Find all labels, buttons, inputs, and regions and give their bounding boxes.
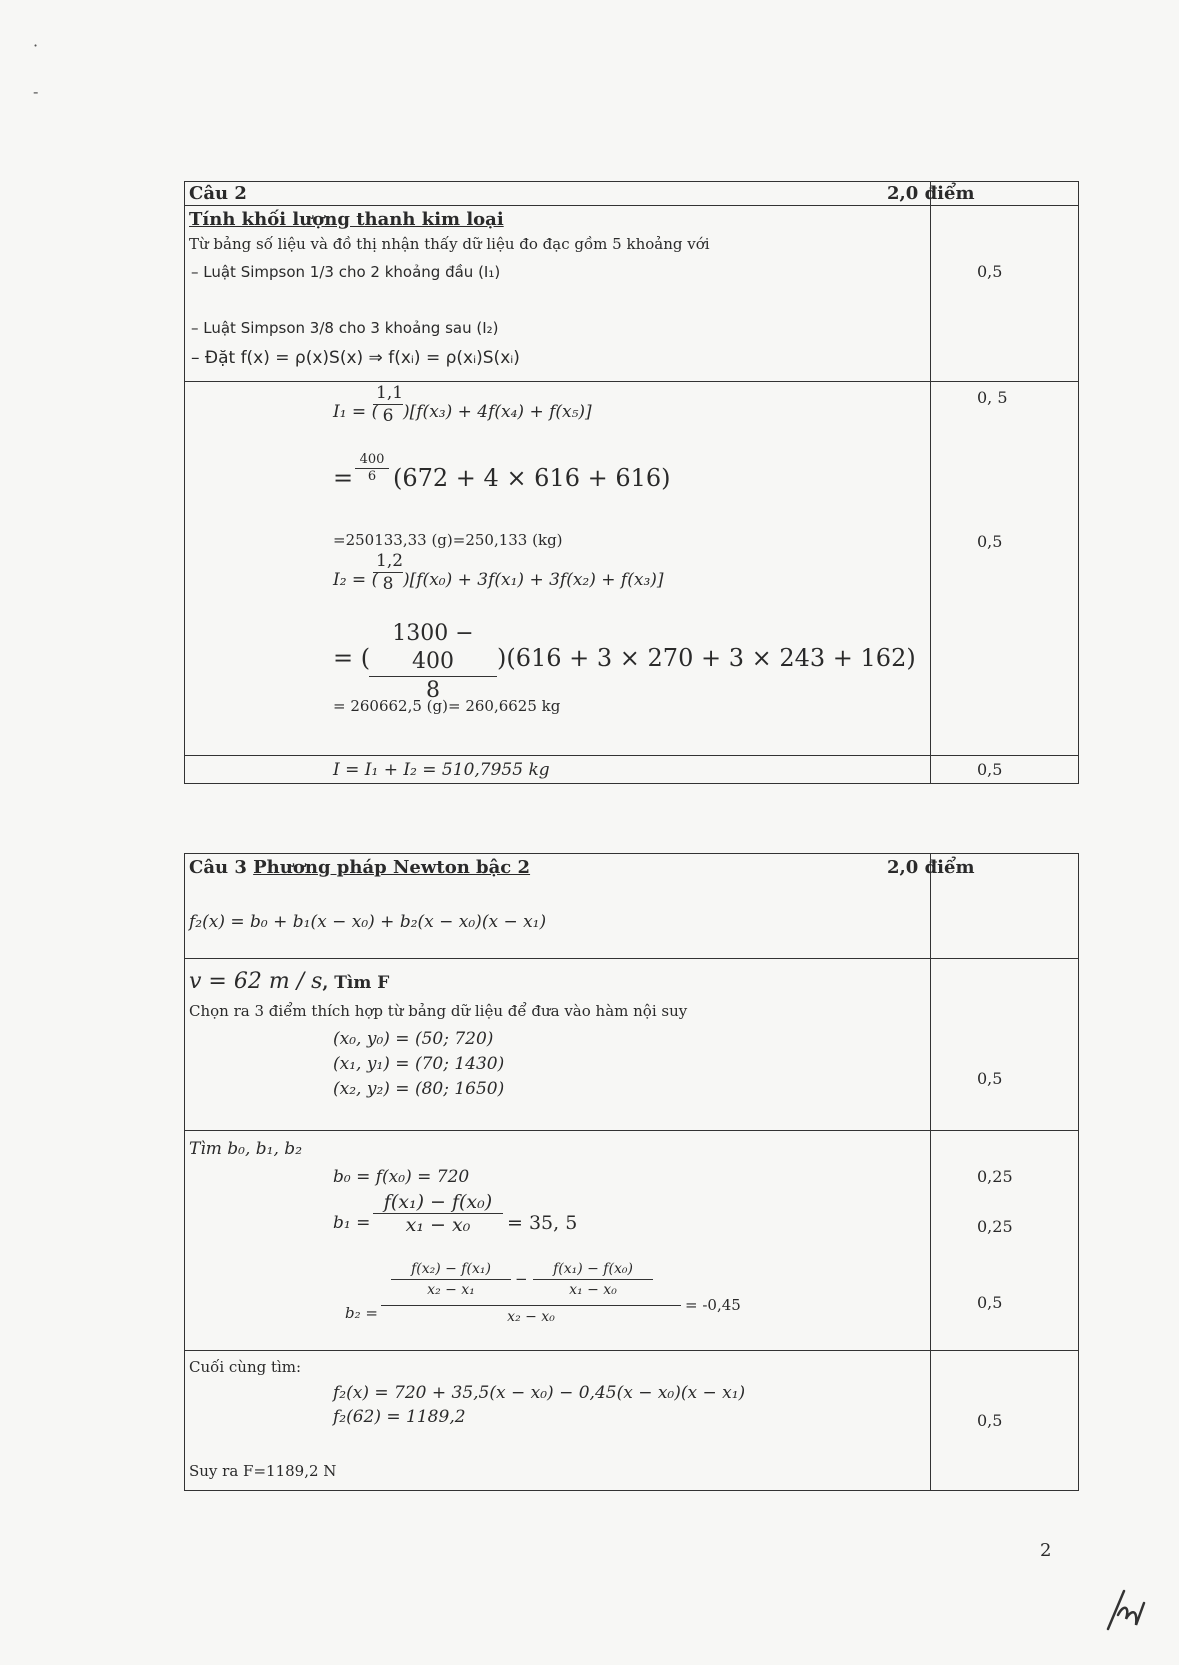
q2-header-row — [184, 181, 1079, 206]
i2-evaluation: )(616 + 3 × 270 + 3 × 243 + 162) — [497, 644, 916, 672]
q3-b2-value: = -0,45 — [685, 1296, 741, 1314]
q3-score-1: 0,5 — [977, 1069, 1003, 1088]
q2-score-1: 0,5 — [977, 262, 1003, 281]
q3-header-score: 2,0 điểm — [887, 857, 975, 878]
q2-calc-row — [184, 382, 1079, 756]
q3-b1-fraction: $\frac{\text{f(x₁) − f(x₀)}}{\text{x₁ − x₀}}$ — [373, 1191, 503, 1236]
q2-intro: Từ bảng số liệu và đồ thị nhận thấy dữ liệu đo đạc gồm 5 khoảng với — [189, 235, 710, 253]
q2-score-4: 0,5 — [977, 760, 1003, 779]
q3-b2-minus: − — [515, 1270, 528, 1288]
q3-points-row — [184, 959, 1079, 1131]
q3-score-final: 0,5 — [977, 1411, 1003, 1430]
q3-point-2: (x₂, y₂) = (80; 1650) — [333, 1079, 505, 1099]
i2-expression: )[f(x₀) + 3f(x₁) + 3f(x₂) + f(x₃)] — [403, 570, 664, 590]
q3-b2-fraction-a: $\frac{\text{f(x₂) − f(x₁)}}{\text{x₂ − x₁}}$ — [391, 1259, 511, 1300]
q3-b0: b₀ = f(x₀) = 720 — [333, 1167, 470, 1187]
q3-final-label: Cuối cùng tìm: — [189, 1358, 302, 1376]
q2-total-row — [184, 756, 1079, 784]
q2-header-label: Câu 2 — [189, 183, 247, 204]
q3-final-value: f₂(62) = 1189,2 — [333, 1407, 466, 1427]
q3-b2-label: b₂ = — [345, 1304, 378, 1322]
q3-header-row — [184, 853, 1079, 959]
i2-result: = 260662,5 (g)= 260,6625 kg — [333, 697, 561, 715]
page-number: 2 — [1040, 1540, 1052, 1561]
q3-b1-label: b₁ = — [333, 1213, 371, 1233]
q3-score-b1: 0,25 — [977, 1217, 1013, 1236]
question-2-table — [184, 181, 1079, 784]
q3-b2-denominator: x₂ − x₀ — [507, 1309, 555, 1325]
i1-fraction: $\frac{1,1}{6}$ — [373, 382, 403, 427]
q3-point-0: (x₀, y₀) = (50; 720) — [333, 1029, 494, 1049]
q3-b1-value: = 35, 5 — [507, 1212, 578, 1234]
q3-score-b2: 0,5 — [977, 1293, 1003, 1312]
question-3-table — [184, 853, 1079, 1491]
q2-bullet-simpson38: – Luật Simpson 3/8 cho 3 khoảng sau (I₂) — [191, 319, 499, 337]
q2-bullet-simpson13: – Luật Simpson 1/3 cho 2 khoảng đầu (I₁) — [191, 263, 501, 281]
i1-eq-sign: = — [333, 464, 354, 492]
q3-conclusion: Suy ra F=1189,2 N — [189, 1462, 337, 1480]
q3-find-coefficients: Tìm b₀, b₁, b₂ — [189, 1139, 303, 1159]
i2-fraction: $\frac{1,2}{8}$ — [373, 550, 403, 595]
q3-header-label: Câu 3 Phương pháp Newton bậc 2 — [189, 857, 531, 878]
q3-velocity: v = 62 m / s, Tìm F — [189, 969, 390, 994]
i2-eval-fraction: $\frac{1300 - 400}{8}$ — [369, 620, 497, 705]
q3-point-1: (x₁, y₁) = (70; 1430) — [333, 1054, 505, 1074]
signature-initials — [1100, 1585, 1150, 1635]
q2-bullet-define: – Đặt f(x) = ρ(x)S(x) ⇒ f(xᵢ) = ρ(xᵢ)S(xᵢ) — [191, 348, 520, 368]
scan-mark: · — [33, 36, 39, 55]
q3-method-title: Phương pháp Newton bậc 2 — [253, 857, 531, 878]
q3-newton-formula: f₂(x) = b₀ + b₁(x − x₀) + b₂(x − x₀)(x − x₁) — [189, 912, 547, 932]
q3-final-row — [184, 1351, 1079, 1491]
i1-eval-fraction: $\frac{400}{6}$ — [355, 452, 389, 485]
i2-eq-sign: = ( — [333, 644, 371, 672]
i1-result: =250133,33 (g)=250,133 (kg) — [333, 531, 563, 549]
scan-mark: - — [33, 82, 39, 101]
q2-score-2: 0, 5 — [977, 388, 1008, 407]
q3-choose-points: Chọn ra 3 điểm thích hợp từ bảng dữ liệu để đưa vào hàm nội suy — [189, 1002, 688, 1020]
i1-evaluation: (672 + 4 × 616 + 616) — [393, 464, 671, 492]
q3-coeff-row — [184, 1131, 1079, 1351]
i1-expression: )[f(x₃) + 4f(x₄) + f(x₅)] — [403, 402, 592, 422]
q3-b2-fraction — [381, 1259, 681, 1328]
q2-total: I = I₁ + I₂ = 510,7955 kg — [333, 760, 550, 780]
i1-label: I₁ = ( — [333, 402, 379, 422]
q2-title: Tính khối lượng thanh kim loại — [189, 209, 504, 230]
q3-b2-fraction-b: $\frac{\text{f(x₁) − f(x₀)}}{\text{x₁ − x₀}}$ — [533, 1259, 653, 1300]
q3-final-function: f₂(x) = 720 + 35,5(x − x₀) − 0,45(x − x₀)(x − x₁) — [333, 1383, 746, 1403]
i2-label: I₂ = ( — [333, 570, 379, 590]
q3-score-b0: 0,25 — [977, 1167, 1013, 1186]
q2-intro-row — [184, 206, 1079, 382]
q2-header-score: 2,0 điểm — [887, 183, 975, 204]
q2-score-3: 0,5 — [977, 532, 1003, 551]
